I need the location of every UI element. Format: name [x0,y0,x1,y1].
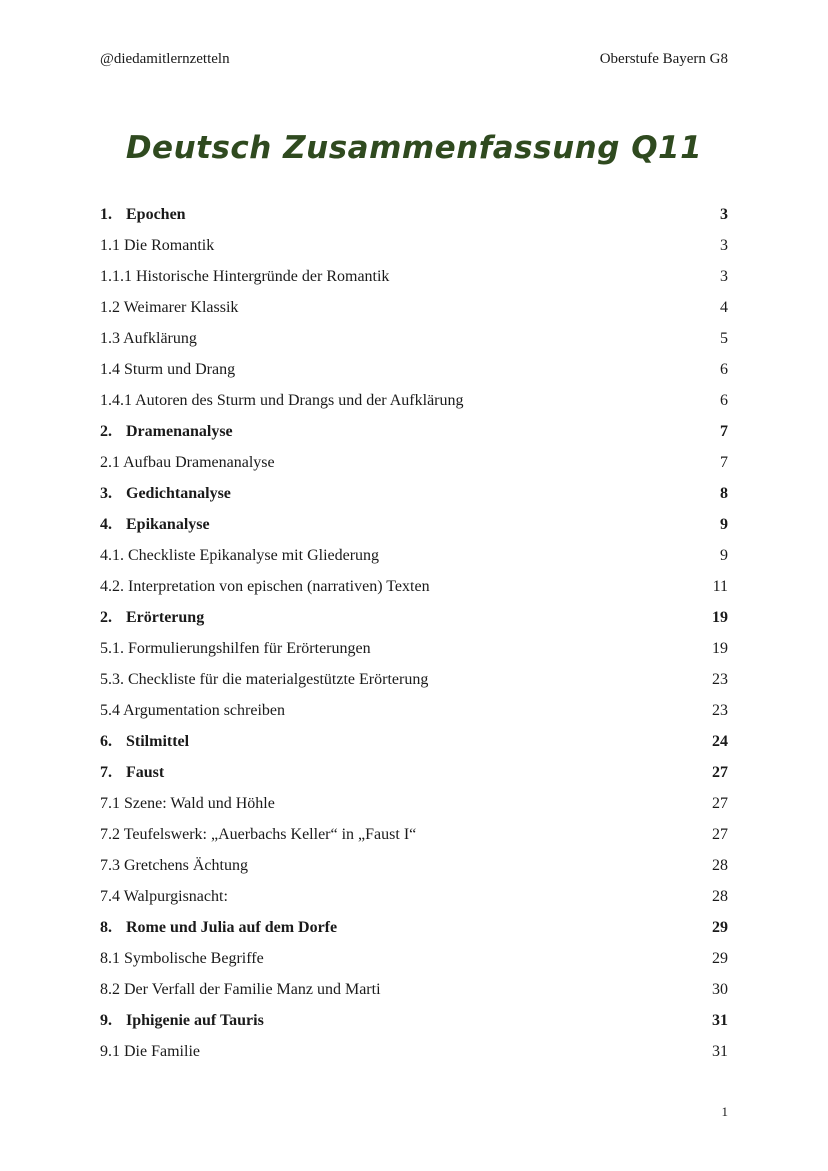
page-number: 1 [721,1104,728,1119]
toc-entry-page: 3 [720,237,728,254]
toc-entry-page: 3 [720,206,728,223]
toc-entry-title [100,292,238,323]
toc-section-entry[interactable] [100,664,728,695]
toc-section-entry[interactable] [100,230,728,261]
toc-entry-page: 8 [720,485,728,502]
toc-section-entry[interactable] [100,850,728,881]
toc-chapter-number: 7. [100,764,112,781]
toc-section-entry[interactable] [100,540,728,571]
toc-entry-label: 1.1 Die Romantik [100,237,215,254]
toc-chapter-number: 9. [100,1012,112,1029]
toc-entry-page: 5 [720,330,728,347]
toc-entry-label: 7.4 Walpurgisnacht: [100,888,228,905]
toc-entry-label: 5.3. Checkliste für die materialgestützte Erörterung [100,671,429,688]
header-course-label: Oberstufe Bayern G8 [599,51,728,67]
toc-section-entry[interactable] [100,943,728,974]
toc-entry-page: 7 [720,454,728,471]
toc-entry-title [100,788,275,819]
document-title: Deutsch Zusammenfassung Q11 [125,130,703,166]
toc-chapter-entry[interactable] [100,1005,728,1036]
toc-entry-label: Dramenanalyse [126,423,233,440]
toc-entry-page: 19 [712,609,728,626]
toc-entry-label: 1.4.1 Autoren des Sturm und Drangs und der Aufklärung [100,392,464,409]
toc-entry-label: Iphigenie auf Tauris [126,1012,264,1029]
toc-entry-label: 5.4 Argumentation schreiben [100,702,285,719]
toc-entry-title [100,416,233,447]
toc-chapter-number: 1. [100,206,112,223]
toc-chapter-entry[interactable] [100,602,728,633]
toc-entry-title [100,230,214,261]
toc-section-entry[interactable] [100,385,728,416]
toc-chapter-entry[interactable] [100,478,728,509]
toc-entry-page: 29 [712,950,728,967]
toc-entry-page: 19 [712,640,728,657]
toc-chapter-number: 4. [100,516,112,533]
toc-entry-page: 23 [712,702,728,719]
toc-entry-title [100,1005,264,1036]
toc-entry-title [100,602,204,633]
toc-chapter-entry[interactable] [100,757,728,788]
toc-section-entry[interactable] [100,881,728,912]
toc-entry-title [100,850,248,881]
toc-entry-page: 30 [712,981,728,998]
toc-entry-label: Stilmittel [126,733,190,750]
table-of-contents [100,199,728,1067]
toc-section-entry[interactable] [100,695,728,726]
toc-entry-title [100,695,285,726]
toc-chapter-number: 8. [100,919,112,936]
toc-entry-title [100,819,416,850]
toc-section-entry[interactable] [100,261,728,292]
toc-section-entry[interactable] [100,323,728,354]
toc-entry-page: 27 [712,826,728,843]
toc-chapter-number: 2. [100,609,112,626]
toc-entry-title [100,478,231,509]
toc-entry-page: 29 [712,919,728,936]
toc-entry-label: Epochen [126,206,186,223]
toc-entry-label: 2.1 Aufbau Dramenanalyse [100,454,275,471]
toc-entry-title [100,881,228,912]
toc-entry-page: 28 [712,888,728,905]
toc-entry-label: Erörterung [126,609,205,626]
toc-entry-title [100,199,186,230]
toc-entry-label: Faust [126,764,165,781]
toc-entry-label: 7.1 Szene: Wald und Höhle [100,795,275,812]
toc-section-entry[interactable] [100,633,728,664]
toc-entry-title [100,664,428,695]
toc-chapter-entry[interactable] [100,726,728,757]
toc-entry-page: 6 [720,361,728,378]
toc-entry-title [100,757,164,788]
toc-chapter-number: 2. [100,423,112,440]
toc-entry-page: 27 [712,795,728,812]
header-author-handle: @diedamitlernzetteln [100,51,230,67]
toc-entry-title [100,974,381,1005]
toc-chapter-entry[interactable] [100,416,728,447]
toc-entry-page: 9 [720,516,728,533]
toc-entry-page: 31 [712,1043,728,1060]
toc-entry-title [100,571,430,602]
toc-entry-label: 8.1 Symbolische Begriffe [100,950,264,967]
toc-entry-label: Rome und Julia auf dem Dorfe [126,919,338,936]
toc-entry-label: 1.1.1 Historische Hintergründe der Romantik [100,268,390,285]
toc-entry-page: 9 [720,547,728,564]
toc-entry-page: 28 [712,857,728,874]
toc-section-entry[interactable] [100,354,728,385]
toc-chapter-entry[interactable] [100,199,728,230]
toc-entry-title [100,1036,200,1067]
toc-entry-title [100,261,389,292]
toc-entry-title [100,447,275,478]
toc-entry-label: 5.1. Formulierungshilfen für Erörterungen [100,640,371,657]
toc-entry-label: 4.1. Checkliste Epikanalyse mit Gliederung [100,547,380,564]
toc-section-entry[interactable] [100,292,728,323]
toc-section-entry[interactable] [100,571,728,602]
toc-entry-title [100,385,464,416]
toc-entry-page: 23 [712,671,728,688]
toc-entry-label: 1.4 Sturm und Drang [100,361,236,378]
toc-entry-page: 27 [712,764,728,781]
toc-section-entry[interactable] [100,788,728,819]
toc-entry-label: Gedichtanalyse [126,485,231,502]
toc-chapter-number: 3. [100,485,112,502]
toc-entry-label: 7.2 Teufelswerk: „Auerbachs Keller“ in „Faust I“ [100,826,417,843]
toc-section-entry[interactable] [100,447,728,478]
toc-chapter-entry[interactable] [100,912,728,943]
toc-entry-title [100,912,337,943]
toc-entry-page: 31 [712,1012,728,1029]
toc-entry-title [100,540,379,571]
toc-entry-label: 8.2 Der Verfall der Familie Manz und Marti [100,981,381,998]
toc-entry-label: 9.1 Die Familie [100,1043,200,1060]
toc-entry-title [100,633,371,664]
toc-entry-title [100,726,189,757]
toc-entry-label: 7.3 Gretchens Ächtung [100,857,248,874]
toc-entry-page: 7 [720,423,728,440]
toc-chapter-number: 6. [100,733,112,750]
toc-entry-label: 4.2. Interpretation von epischen (narrativen) Texten [100,578,430,595]
toc-section-entry[interactable] [100,1036,728,1067]
toc-entry-page: 3 [720,268,728,285]
toc-entry-label: 1.2 Weimarer Klassik [100,299,239,316]
toc-entry-label: Epikanalyse [126,516,210,533]
toc-entry-title [100,943,264,974]
toc-entry-label: 1.3 Aufklärung [100,330,197,347]
toc-entry-title [100,354,235,385]
toc-section-entry[interactable] [100,819,728,850]
toc-entry-title [100,509,210,540]
toc-entry-page: 24 [712,733,728,750]
toc-entry-page: 6 [720,392,728,409]
toc-entry-page: 11 [712,578,728,595]
toc-entry-title [100,323,197,354]
toc-entry-page: 4 [720,299,728,316]
toc-chapter-entry[interactable] [100,509,728,540]
toc-section-entry[interactable] [100,974,728,1005]
